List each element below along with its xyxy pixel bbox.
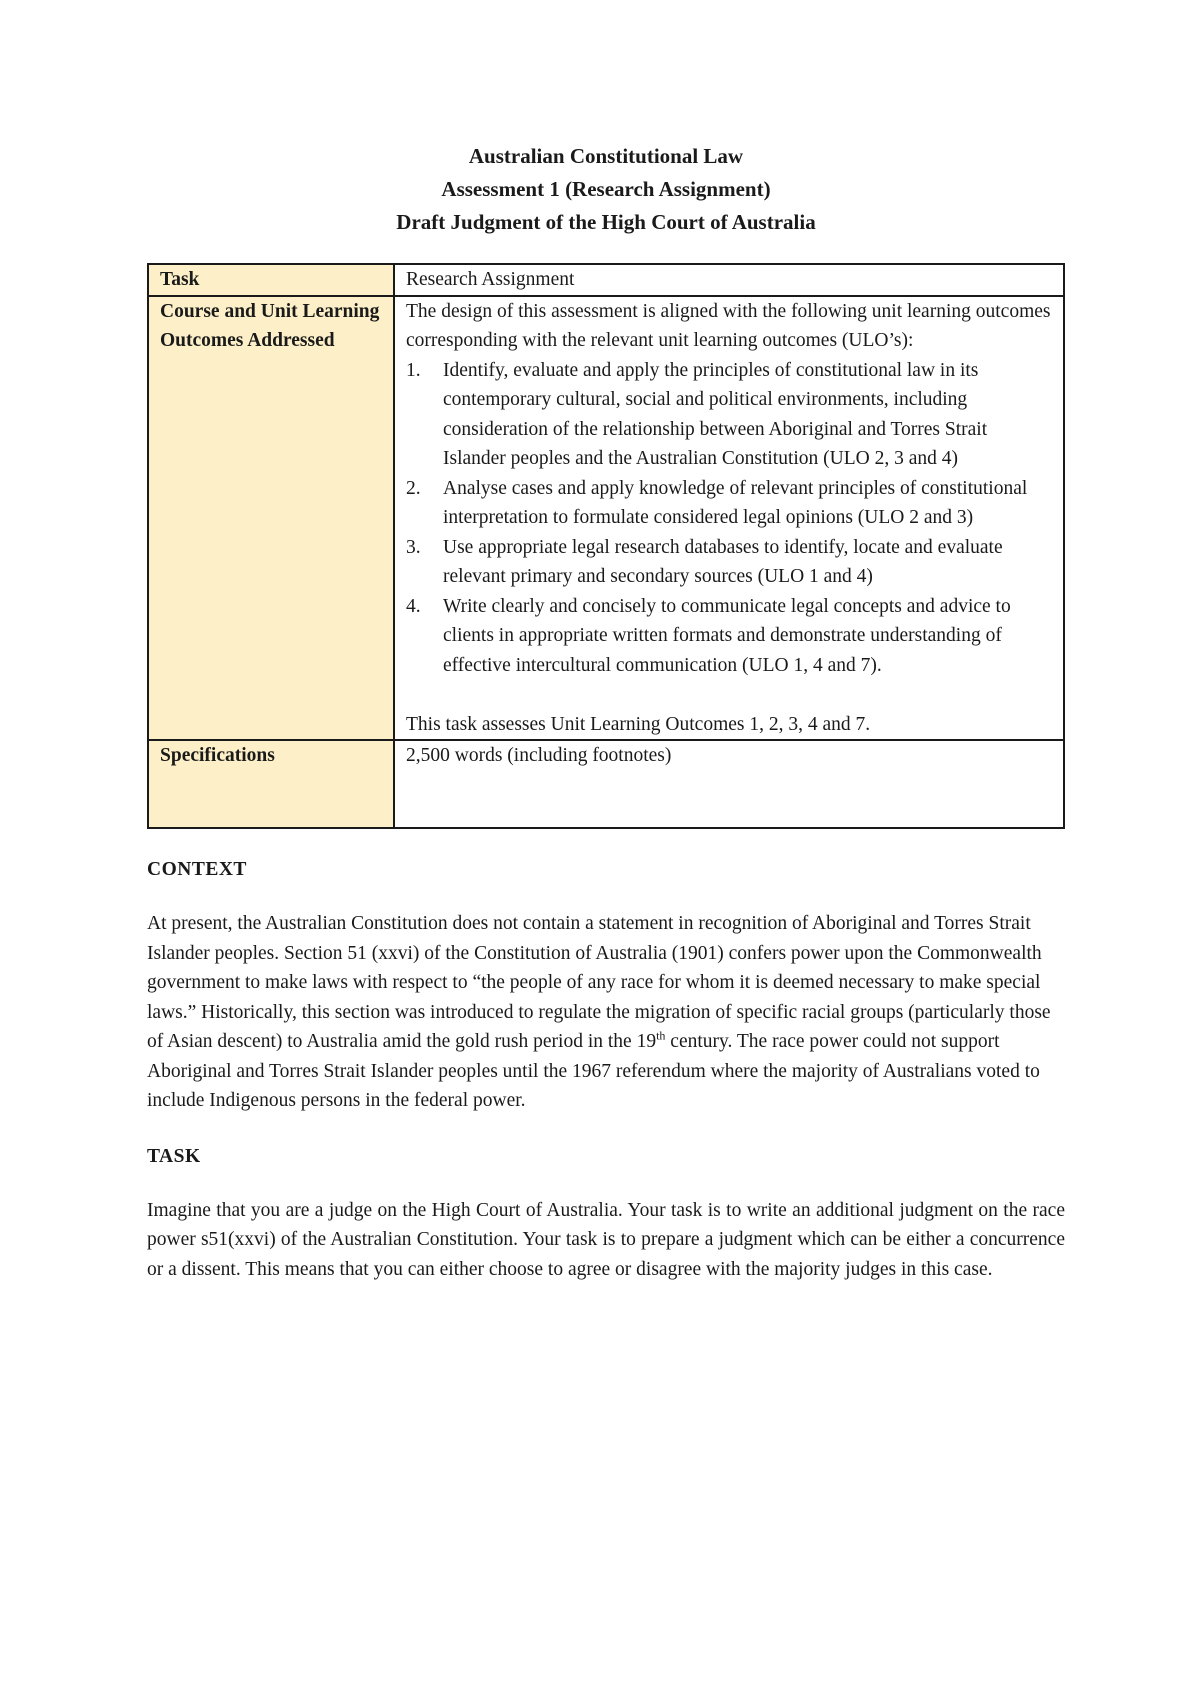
task-value: Research Assignment bbox=[394, 264, 1064, 296]
document-subtitle: Draft Judgment of the High Court of Australia bbox=[396, 210, 816, 234]
task-heading: TASK bbox=[147, 1145, 201, 1167]
table-row-task bbox=[148, 264, 1064, 296]
outcomes-intro: The design of this assessment is aligned with the following unit learning outcomes corresponding with the relevant unit learning outcomes (ULO’s): bbox=[406, 300, 1051, 351]
list-item bbox=[406, 592, 1053, 681]
list-item-text: Write clearly and concisely to communicate legal concepts and advice to clients in appropriate written formats and demonstrate understanding of effective intercultural communication (ULO 1, 4 and 7). bbox=[443, 595, 1011, 676]
context-text-part-1: At present, the Australian Constitution does not contain a statement in recognition of Aboriginal and Torres Strait Islander peoples. Section 51 (xxvi) of the Constitution of Australia (1901) confers power upon the Commonwealth government to make laws with respect to “the people of any race for whom it is deemed necessary to make special laws.” Historically, this section was introduced to regulate the migration of specific racial groups (particularly those of Asian descent) to Australia amid the gold rush period in the 19 bbox=[147, 913, 1051, 1052]
table-row-specifications bbox=[148, 740, 1064, 828]
list-item bbox=[406, 533, 1053, 592]
list-item bbox=[406, 474, 1053, 533]
list-item-text: Analyse cases and apply knowledge of relevant principles of constitutional interpretation to formulate considered legal opinions (ULO 2 and 3) bbox=[443, 477, 1028, 528]
context-paragraph bbox=[147, 909, 1065, 1116]
list-item-number: 1. bbox=[406, 359, 421, 381]
list-item-number: 2. bbox=[406, 477, 421, 499]
list-item-number: 3. bbox=[406, 536, 421, 558]
context-heading: CONTEXT bbox=[147, 859, 247, 880]
table-row-outcomes bbox=[148, 296, 1064, 741]
task-paragraph: Imagine that you are a judge on the High Court of Australia. Your task is to write an additional judgment on the race power s51(xxvi) of the Australian Constitution. Your task is to prepare a judgment which can be either a concurrence or a dissent. This means that you can either choose to agree or disagree with the majority judges in this case. bbox=[147, 1199, 1065, 1280]
list-item bbox=[406, 356, 1053, 474]
list-item-text: Use appropriate legal research databases to identify, locate and evaluate relevant primary and secondary sources (ULO 1 and 4) bbox=[443, 536, 1003, 587]
specifications-value: 2,500 words (including footnotes) bbox=[394, 740, 1064, 828]
document-title-block bbox=[147, 140, 1065, 239]
course-title: Australian Constitutional Law bbox=[468, 144, 744, 168]
context-text-part-2: century. The race power could not support Aboriginal and Torres Strait Islander peoples until the 1967 referendum where the majority of Australians voted to include Indigenous persons in the federal power. bbox=[147, 1031, 1040, 1111]
specifications-label: Specifications bbox=[148, 740, 394, 828]
outcomes-list bbox=[406, 356, 1053, 681]
outcomes-label: Course and Unit Learning Outcomes Addressed bbox=[148, 296, 394, 741]
assessment-title: Assessment 1 (Research Assignment) bbox=[441, 177, 771, 201]
assessment-info-table bbox=[147, 263, 1065, 829]
list-item-text: Identify, evaluate and apply the principles of constitutional law in its contemporary cultural, social and political environments, including consideration of the relationship between Aboriginal and Torres Strait Islander peoples and the Australian Constitution (ULO 2, 3 and 4) bbox=[443, 359, 988, 469]
context-superscript: th bbox=[656, 1028, 666, 1043]
list-item-number: 4. bbox=[406, 595, 421, 617]
task-label: Task bbox=[148, 264, 394, 296]
outcomes-note: This task assesses Unit Learning Outcomes 1, 2, 3, 4 and 7. bbox=[406, 713, 871, 735]
document-page bbox=[147, 140, 1065, 1284]
outcomes-cell bbox=[394, 296, 1064, 741]
